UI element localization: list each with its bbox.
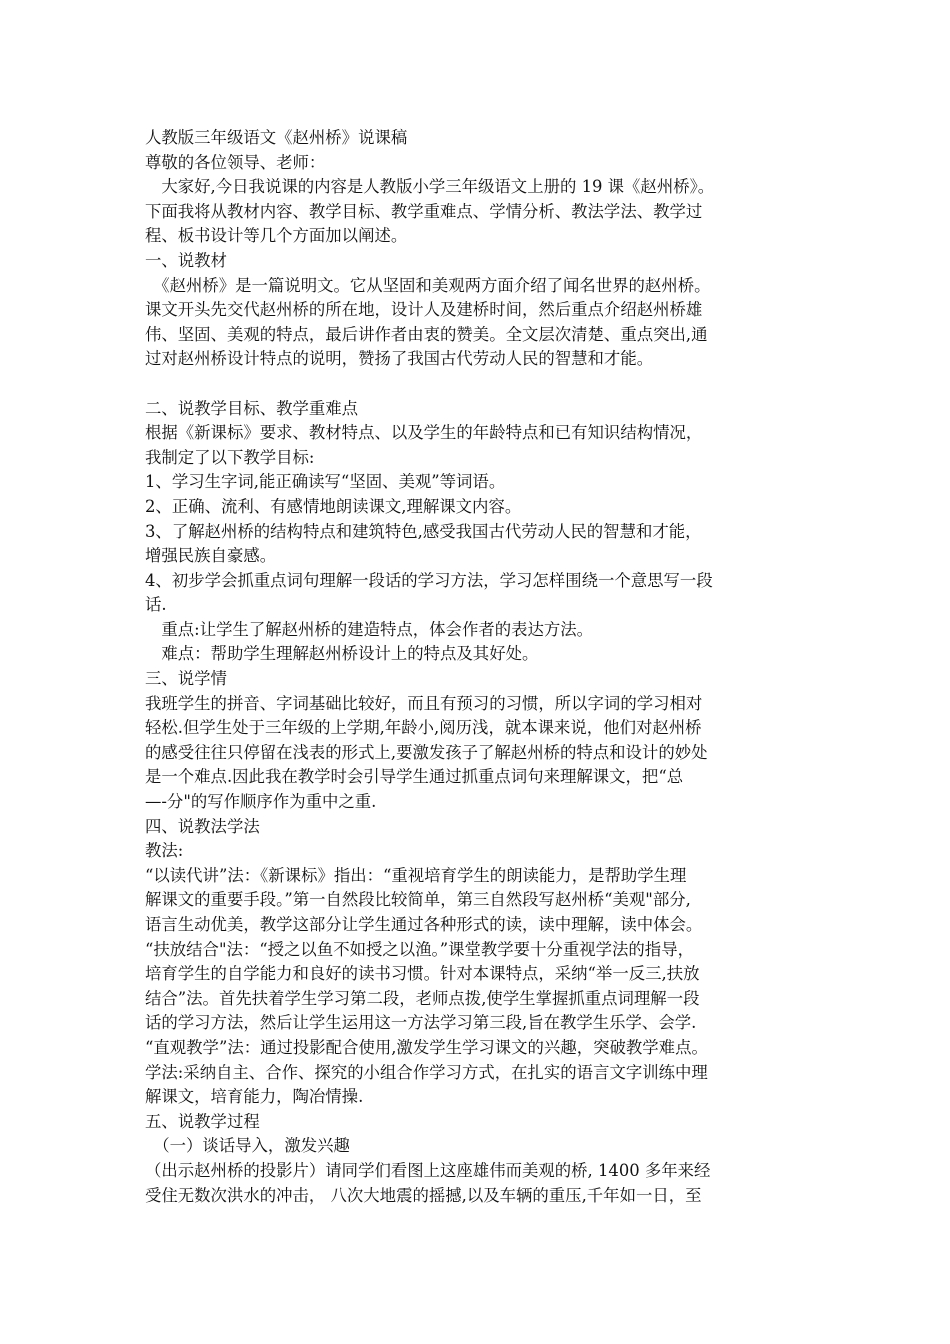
intro-line: 下面我将从教材内容、教学目标、教学重难点、学情分析、教法学法、教学过: [145, 201, 703, 221]
section-heading-methods: 四、说教法学法: [145, 816, 260, 836]
goal-item-3-cont: 增强民族自豪感。: [145, 546, 277, 566]
paragraph-line: 学法:采纳自主、合作、探究的小组合作学习方式，在扎实的语言文字训练中理: [145, 1062, 708, 1082]
goal-item-3: 3、了解赵州桥的结构特点和建筑特色,感受我国古代劳动人民的智慧和才能，: [145, 521, 702, 541]
paragraph-line: 的感受往往只停留在浅表的形式上,要激发孩子了解赵州桥的特点和设计的妙处: [145, 742, 708, 762]
paragraph-line: （出示赵州桥的投影片）请同学们看图上这座雄伟而美观的桥, 1400 多年来经: [145, 1160, 711, 1180]
paragraph-line: 过对赵州桥设计特点的说明，赞扬了我国古代劳动人民的智慧和才能。: [145, 349, 654, 369]
goal-item-1: 1、学习生字词,能正确读写“坚固、美观”等词语。: [145, 472, 506, 492]
paragraph-line: —-分"的写作顺序作为重中之重.: [145, 792, 377, 812]
paragraph-line: 伟、坚固、美观的特点，最后讲作者由衷的赞美。全文层次清楚、重点突出,通: [145, 324, 708, 344]
paragraph-line: “直观教学”法：通过投影配合使用,激发学生学习课文的兴趣，突破教学难点。: [145, 1037, 708, 1057]
paragraph-line: 解课文的重要手段。”第一自然段比较简单，第三自然段写赵州桥“美观"部分,: [145, 890, 691, 910]
paragraph-line: 我制定了以下教学目标:: [145, 447, 315, 467]
paragraph-line: “以读代讲”法：《新课标》指出：“重视培育学生的朗读能力，是帮助学生理: [145, 865, 687, 885]
paragraph-line: 是一个难点.因此我在教学时会引导学生通过抓重点词句来理解课文，把“总: [145, 767, 684, 787]
document-body: [145, 126, 813, 1208]
difficult-point: 难点：帮助学生理解赵州桥设计上的特点及其好处。: [145, 644, 539, 664]
section-heading-process: 五、说教学过程: [145, 1111, 260, 1131]
paragraph-line: 话的学习方法，然后让学生运用这一方法学习第三段,旨在教学生乐学、会学.: [145, 1013, 697, 1033]
paragraph-line: 受住无数次洪水的冲击， 八次大地震的摇撼,以及车辆的重压,千年如一日，至: [145, 1185, 702, 1205]
document-title: 人教版三年级语文《赵州桥》说课稿: [145, 128, 408, 147]
paragraph-line: 结合”法。首先扶着学生学习第二段，老师点拨,使学生掌握抓重点词理解一段: [145, 988, 700, 1008]
subheading-intro: （一）谈话导入，激发兴趣: [145, 1136, 350, 1156]
section-heading-textbook: 一、说教材: [145, 250, 227, 270]
paragraph-line: 我班学生的拼音、字词基础比较好，而且有预习的习惯，所以字词的学习相对: [145, 693, 703, 713]
section-heading-goals: 二、说教学目标、教学重难点: [145, 398, 359, 418]
paragraph-line: 语言生动优美，教学这部分让学生通过各种形式的读，读中理解，读中体会。: [145, 915, 703, 934]
key-point: 重点:让学生了解赵州桥的建造特点，体会作者的表达方法。: [145, 619, 594, 639]
paragraph-line: 《赵州桥》是一篇说明文。它从坚固和美观两方面介绍了闻名世界的赵州桥。: [145, 275, 711, 295]
intro-line: 大家好,今日我说课的内容是人教版小学三年级语文上册的 19 课《赵州桥》。: [145, 177, 715, 197]
paragraph-line: “扶放结合"法：“授之以鱼不如授之以渔。”课堂教学要十分重视学法的指导，: [145, 939, 694, 959]
paragraph-line: 根据《新课标》要求、教材特点、以及学生的年龄特点和已有知识结构情况，: [145, 423, 703, 443]
goal-item-2: 2、正确、流利、有感情地朗读课文,理解课文内容。: [145, 496, 522, 516]
paragraph-line: 轻松.但学生处于三年级的上学期,年龄小,阅历浅，就本课来说，他们对赵州桥: [145, 718, 702, 738]
blank-line: [145, 372, 813, 397]
goal-item-4: 4、初步学会抓重点词句理解一段话的学习方法，学习怎样围绕一个意思写一段: [145, 570, 713, 590]
salutation: 尊敬的各位领导、老师：: [145, 152, 326, 172]
subheading-teaching-method: 教法:: [145, 841, 184, 861]
paragraph-line: 课文开头先交代赵州桥的所在地，设计人及建桥时间，然后重点介绍赵州桥雄: [145, 300, 703, 320]
goal-item-4-cont: 话.: [145, 595, 167, 615]
paragraph-line: 培育学生的自学能力和良好的读书习惯。针对本课特点，采纳“举一反三,扶放: [145, 964, 700, 984]
paragraph-line: 解课文，培育能力，陶冶情操.: [145, 1087, 364, 1107]
intro-line: 程、板书设计等几个方面加以阐述。: [145, 226, 408, 246]
section-heading-students: 三、说学情: [145, 669, 227, 689]
